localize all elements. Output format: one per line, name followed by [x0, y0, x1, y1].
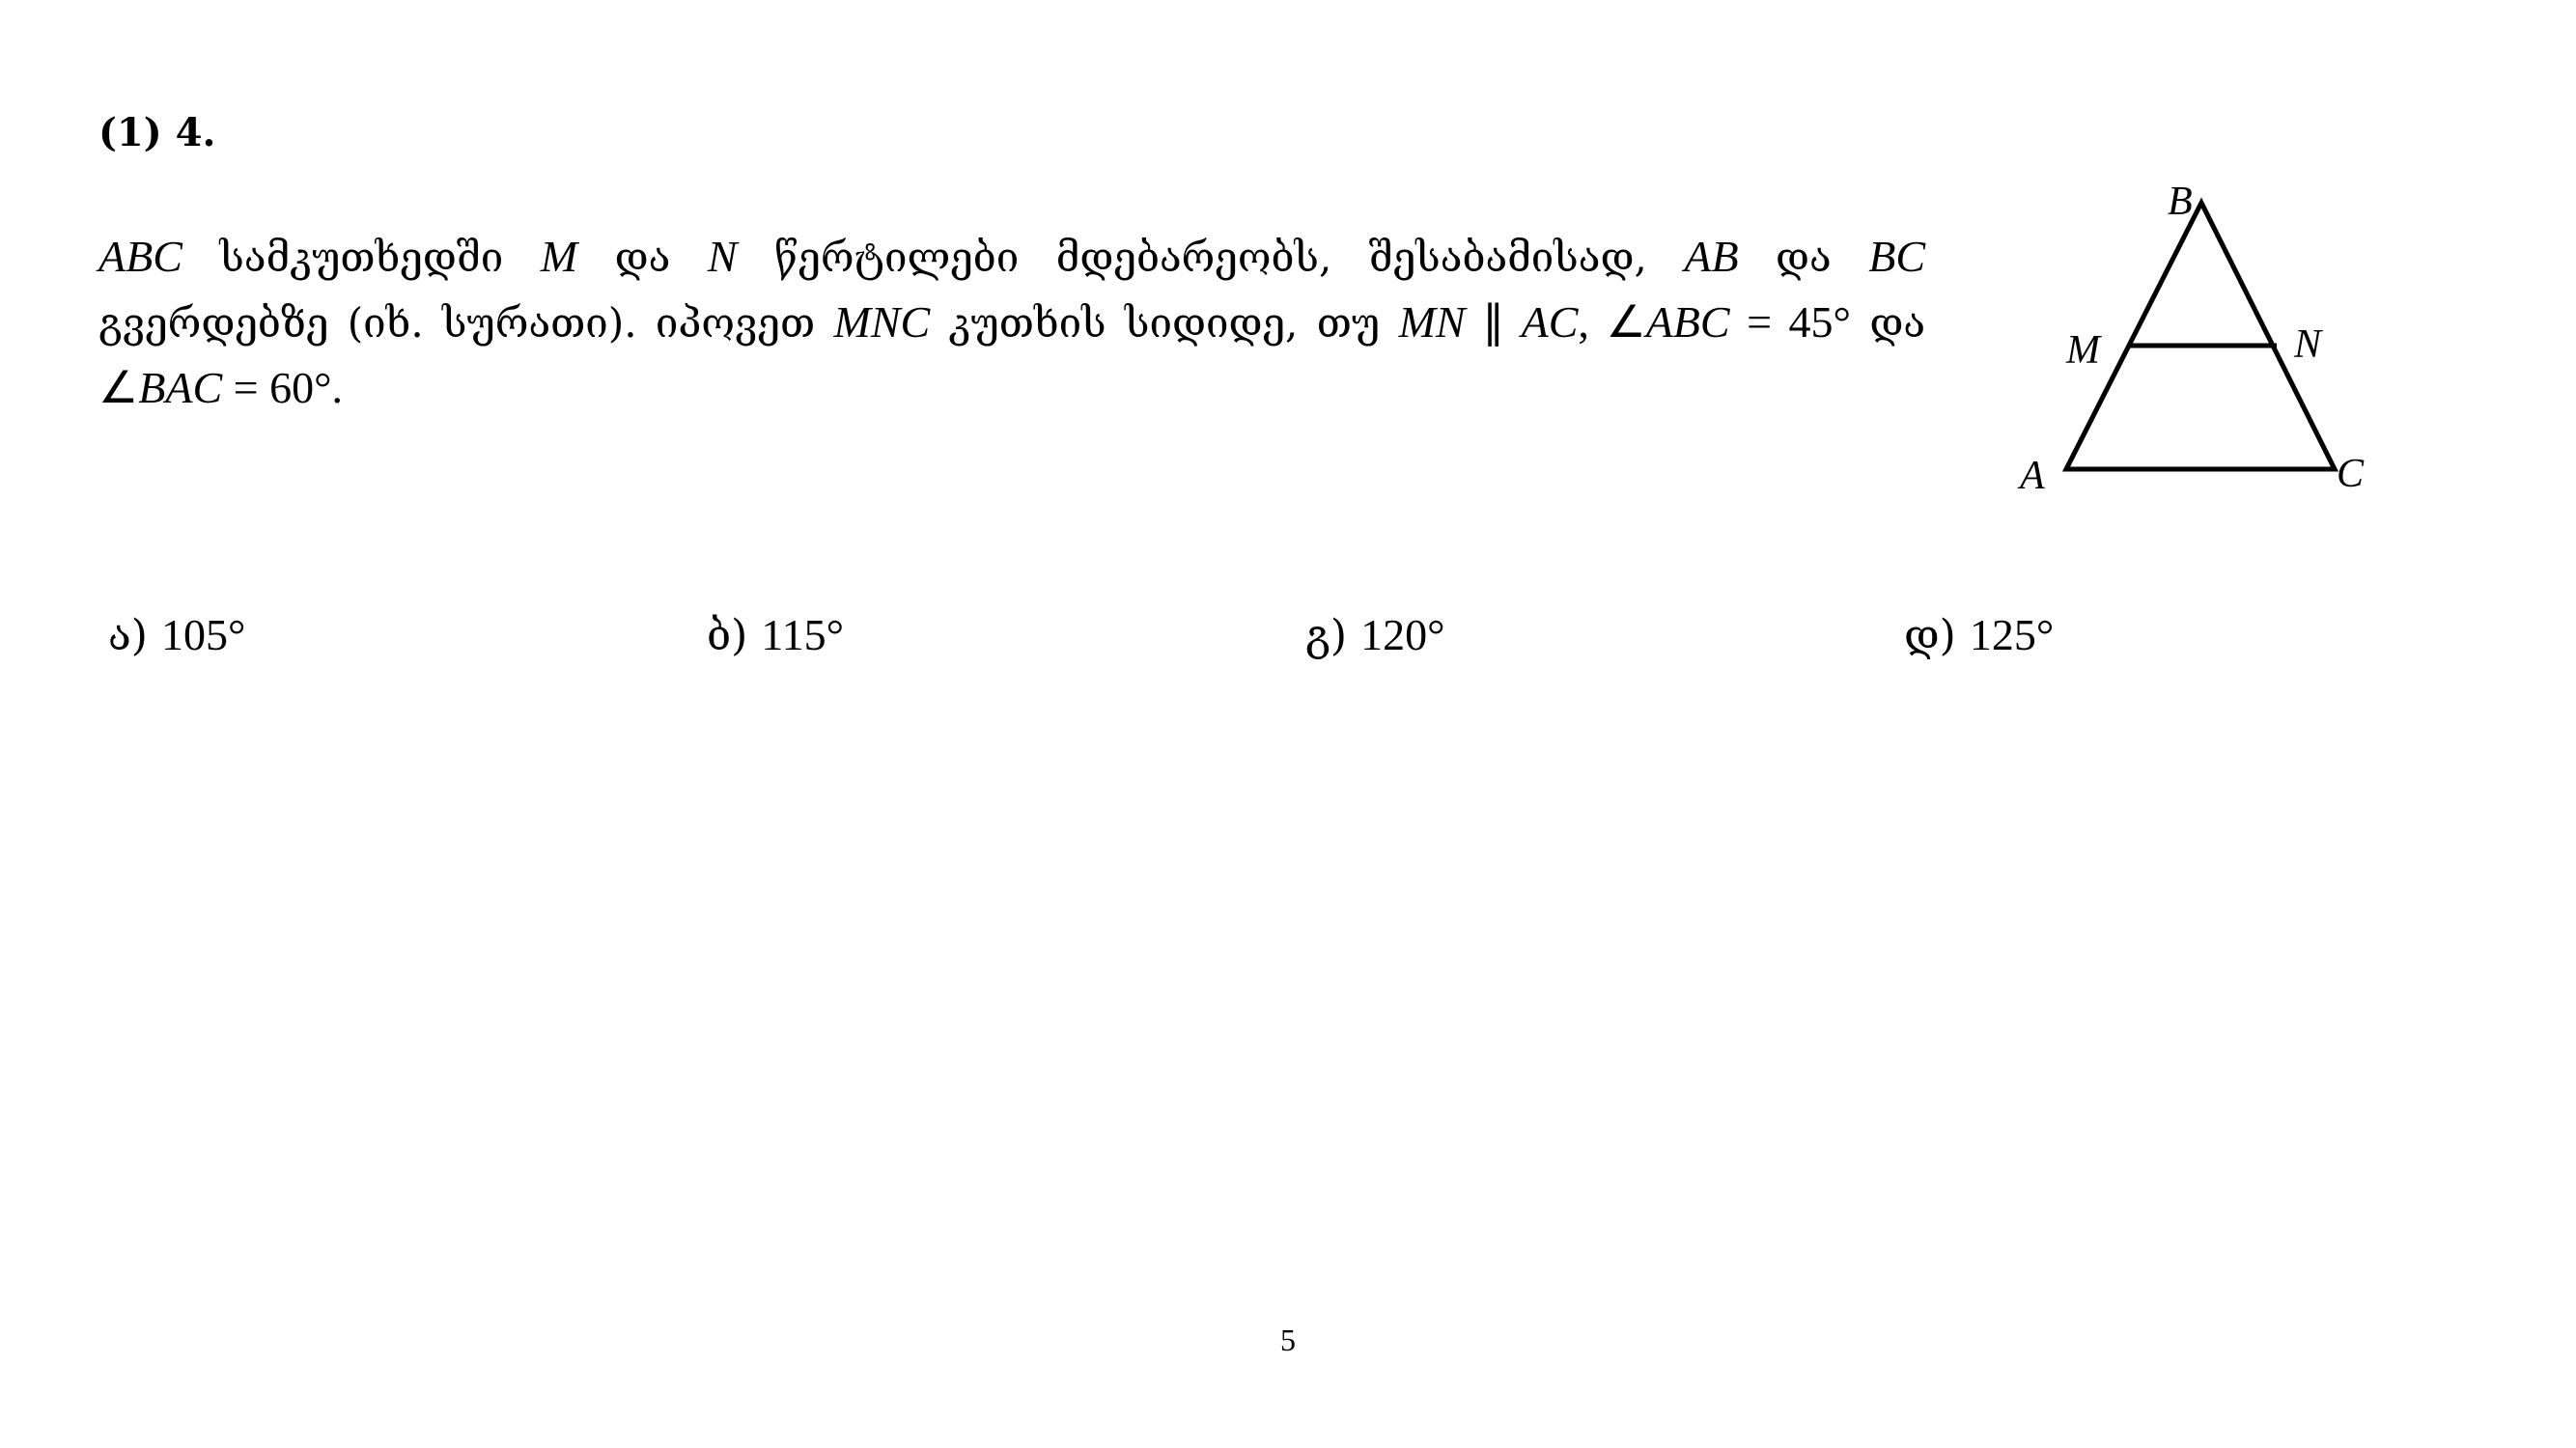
label-c: C [2337, 452, 2365, 496]
side-bc: BC [1868, 232, 1926, 281]
label-b: B [2168, 180, 2193, 224]
problem-text [98, 224, 1925, 421]
option-letter: დ) [1904, 611, 1956, 660]
option-a [108, 606, 245, 665]
side-ab: AB [1684, 232, 1739, 281]
point-n: N [707, 232, 738, 281]
label-a: A [2020, 454, 2045, 498]
problem-number: (1) 4. [98, 110, 216, 155]
text-segment: სამკუთხედში [182, 234, 541, 281]
text-segment: კუთხის სიდიდე, თუ [930, 299, 1399, 347]
option-value: 125° [1969, 610, 2055, 659]
angle-abc-value: = 45° [1729, 297, 1851, 347]
triangle-figure [2008, 174, 2394, 502]
angle-mnc: MNC [833, 297, 931, 347]
option-value: 105° [160, 610, 246, 659]
text-segment: და [1850, 299, 1926, 347]
option-d [1904, 606, 2054, 665]
triangle-name: ABC [98, 232, 182, 281]
angle-abc: ABC [1645, 297, 1730, 347]
option-b [707, 606, 844, 665]
text-segment: და [577, 234, 708, 281]
parallel-symbol: ∥ [1465, 297, 1522, 347]
option-letter: გ) [1305, 611, 1348, 660]
option-value: 115° [761, 610, 845, 659]
label-m: M [2066, 328, 2100, 373]
label-n: N [2294, 322, 2322, 367]
comma: , [1578, 297, 1607, 347]
segment-ac: AC [1521, 297, 1579, 347]
option-letter: ა) [108, 611, 148, 660]
page-number: 5 [1280, 1323, 1296, 1357]
option-value: 120° [1360, 610, 1445, 659]
option-letter: ბ) [707, 611, 748, 660]
point-m: M [540, 232, 578, 281]
text-segment: გვერდებზე (იხ. სურათი). იპოვეთ [98, 299, 834, 347]
segment-mn: MN [1398, 297, 1466, 347]
text-segment: წერტილები მდებარეობს, შესაბამისად, [737, 234, 1685, 281]
angle-bac: BAC [138, 363, 223, 412]
option-c [1305, 606, 1445, 665]
angle-bac-value: = 60° [222, 363, 332, 412]
text-segment: და [1738, 234, 1869, 281]
angle-symbol: ∠ [1606, 297, 1646, 347]
angle-symbol: ∠ [98, 363, 139, 412]
period: . [331, 363, 343, 412]
